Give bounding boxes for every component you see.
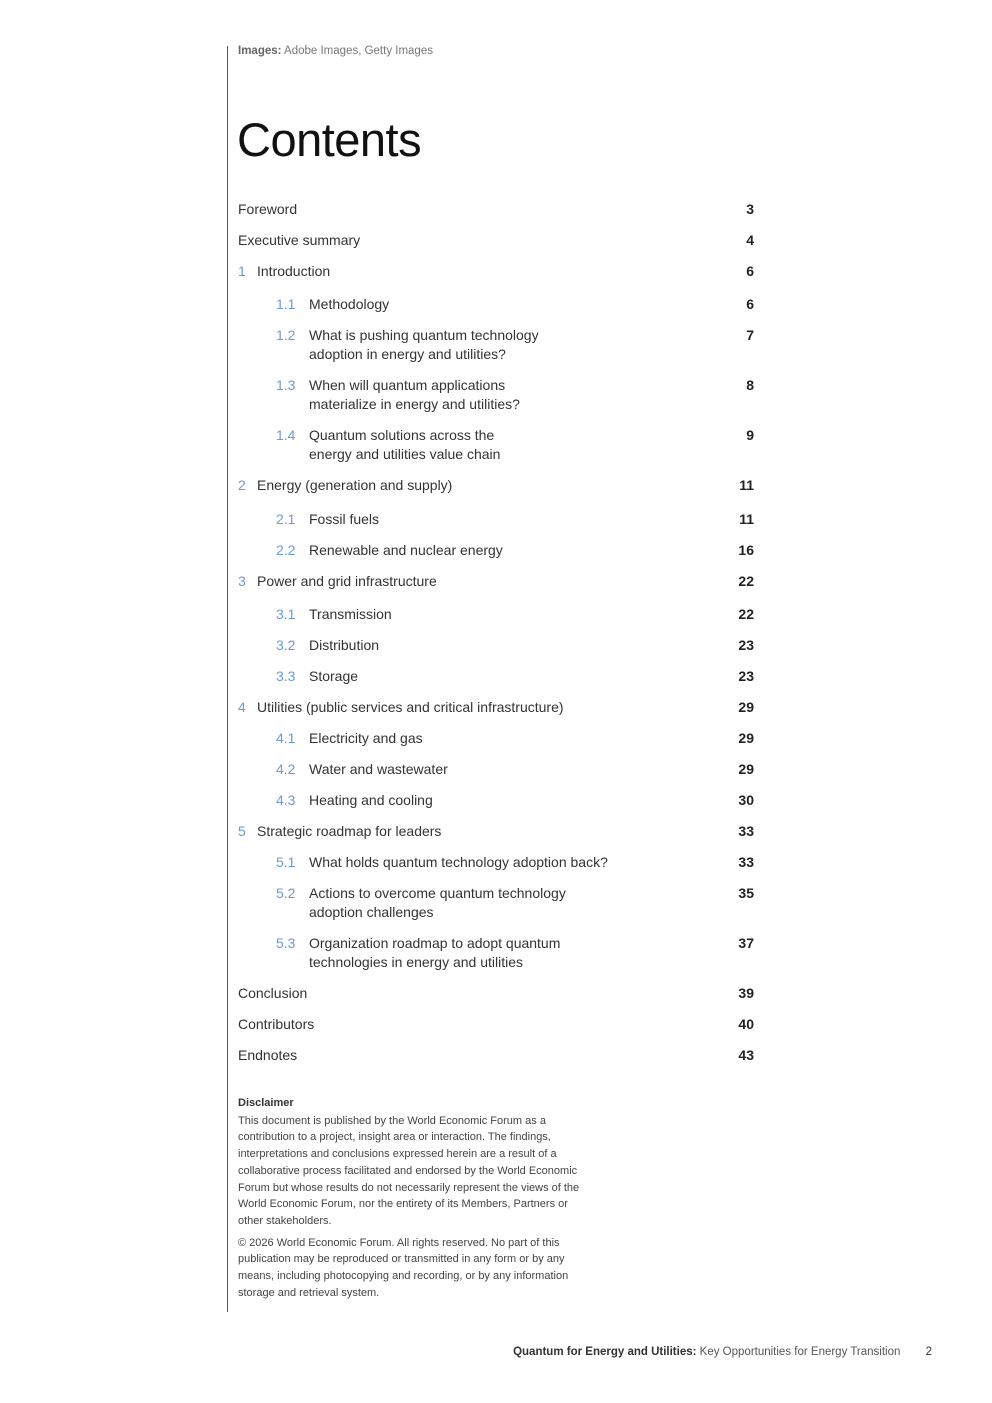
toc-section-number: 2 [238,477,246,493]
toc-page-number: 29 [738,730,754,746]
margin-rule [227,46,228,1312]
toc-label: Heating and cooling [309,792,433,808]
toc-section-number: 1.1 [276,296,296,312]
toc-label: When will quantum applications materialize in energy and utilities? [309,377,520,412]
toc-section-number: 1 [238,263,246,279]
toc-section-number: 1.2 [276,327,296,343]
toc-page-number: 23 [738,637,754,653]
toc-section-number: 5 [238,823,246,839]
toc-label: Introduction [257,263,331,279]
disclaimer-heading: Disclaimer [238,1097,294,1109]
page-footer [513,1346,932,1358]
toc-label: Contributors [238,1016,315,1032]
toc-section-number: 3.2 [276,637,296,653]
toc-label: Renewable and nuclear energy [309,542,503,558]
toc-section-number: 5.2 [276,885,296,901]
toc-section-number: 2.2 [276,542,296,558]
disclaimer-body: This document is published by the World Economic Forum as a contribution to a project, insight area or interaction. The findings, interpretations and conclusions expressed herein are a result of a collaborative process facilitated and endorsed by the World Economic Forum but whose results do not necessarily represent the views of the World Economic Forum, nor the entirety of its Members, Partners or other stakeholders. [238,1114,580,1227]
toc-page-number: 30 [738,792,754,808]
toc-page-number: 29 [738,699,754,715]
toc-page-number: 16 [738,542,754,558]
disclaimer [238,1095,580,1306]
toc-section-number: 5.3 [276,935,296,951]
toc-page-number: 39 [738,985,754,1001]
image-credits [238,45,433,57]
footer-page-number: 2 [925,1346,932,1358]
toc-page-number: 33 [738,823,754,839]
toc-page-number: 8 [746,377,754,393]
toc-label: Actions to overcome quantum technology adoption challenges [309,885,566,920]
toc-section-number: 3.3 [276,668,296,684]
copyright-notice: © 2026 World Economic Forum. All rights reserved. No part of this publication may be reproduced or transmitted in any form or by any means, including photocopying and recording, or by any information storage and retrieval system. [238,1236,569,1299]
toc-page-number: 37 [738,935,754,951]
toc-label: Conclusion [238,985,308,1001]
toc-label: What holds quantum technology adoption back? [309,854,608,870]
toc-section-number: 4.2 [276,761,296,777]
toc-page-number: 9 [746,427,754,443]
toc-label: Distribution [309,637,380,653]
toc-section-number: 1.4 [276,427,296,443]
toc-section-number: 4 [238,699,246,715]
toc-label: Executive summary [238,232,361,248]
toc-label: Storage [309,668,359,684]
toc-page-number: 7 [746,327,754,343]
toc-label: Strategic roadmap for leaders [257,823,442,839]
toc-section-number: 3.1 [276,606,296,622]
toc-page-number: 6 [746,296,754,312]
toc-label: Power and grid infrastructure [257,573,437,589]
toc-label: Energy (generation and supply) [257,477,453,493]
toc-label: Water and wastewater [309,761,448,777]
image-credits-label: Images: [238,45,282,57]
toc-page-number: 33 [738,854,754,870]
toc-section-number: 4.1 [276,730,296,746]
toc-section-number: 1.3 [276,377,296,393]
toc-page-number: 3 [746,201,754,217]
toc-label: Endnotes [238,1047,298,1063]
toc-section-number: 5.1 [276,854,296,870]
image-credits-text: Adobe Images, Getty Images [284,45,433,57]
toc-page-number: 22 [738,573,754,589]
toc-page-number: 22 [738,606,754,622]
toc-page-number: 11 [739,477,754,493]
page-title: Contents [237,113,422,166]
toc-page-number: 40 [738,1016,754,1032]
footer-title-bold: Quantum for Energy and Utilities: [513,1346,697,1358]
toc-section-number: 3 [238,573,246,589]
toc-label: Methodology [309,296,390,312]
toc-page-number: 43 [738,1047,754,1063]
toc-label: Fossil fuels [309,511,380,527]
toc-label: Quantum solutions across the energy and utilities value chain [309,427,501,462]
toc-label: Utilities (public services and critical infrastructure) [257,699,564,715]
toc-label: Transmission [309,606,392,622]
toc-page-number: 23 [738,668,754,684]
toc-page-number: 11 [739,511,754,527]
footer-title-rest: Key Opportunities for Energy Transition [699,1346,901,1358]
toc-section-number: 4.3 [276,792,296,808]
toc-label: What is pushing quantum technology adoption in energy and utilities? [309,327,539,362]
toc-page-number: 35 [738,885,754,901]
toc-label: Foreword [238,201,298,217]
toc-page-number: 6 [746,263,754,279]
toc-label: Electricity and gas [309,730,423,746]
toc-page-number: 4 [746,232,754,248]
toc-label: Organization roadmap to adopt quantum technologies in energy and utilities [309,935,561,970]
toc-page-number: 29 [738,761,754,777]
toc-section-number: 2.1 [276,511,296,527]
